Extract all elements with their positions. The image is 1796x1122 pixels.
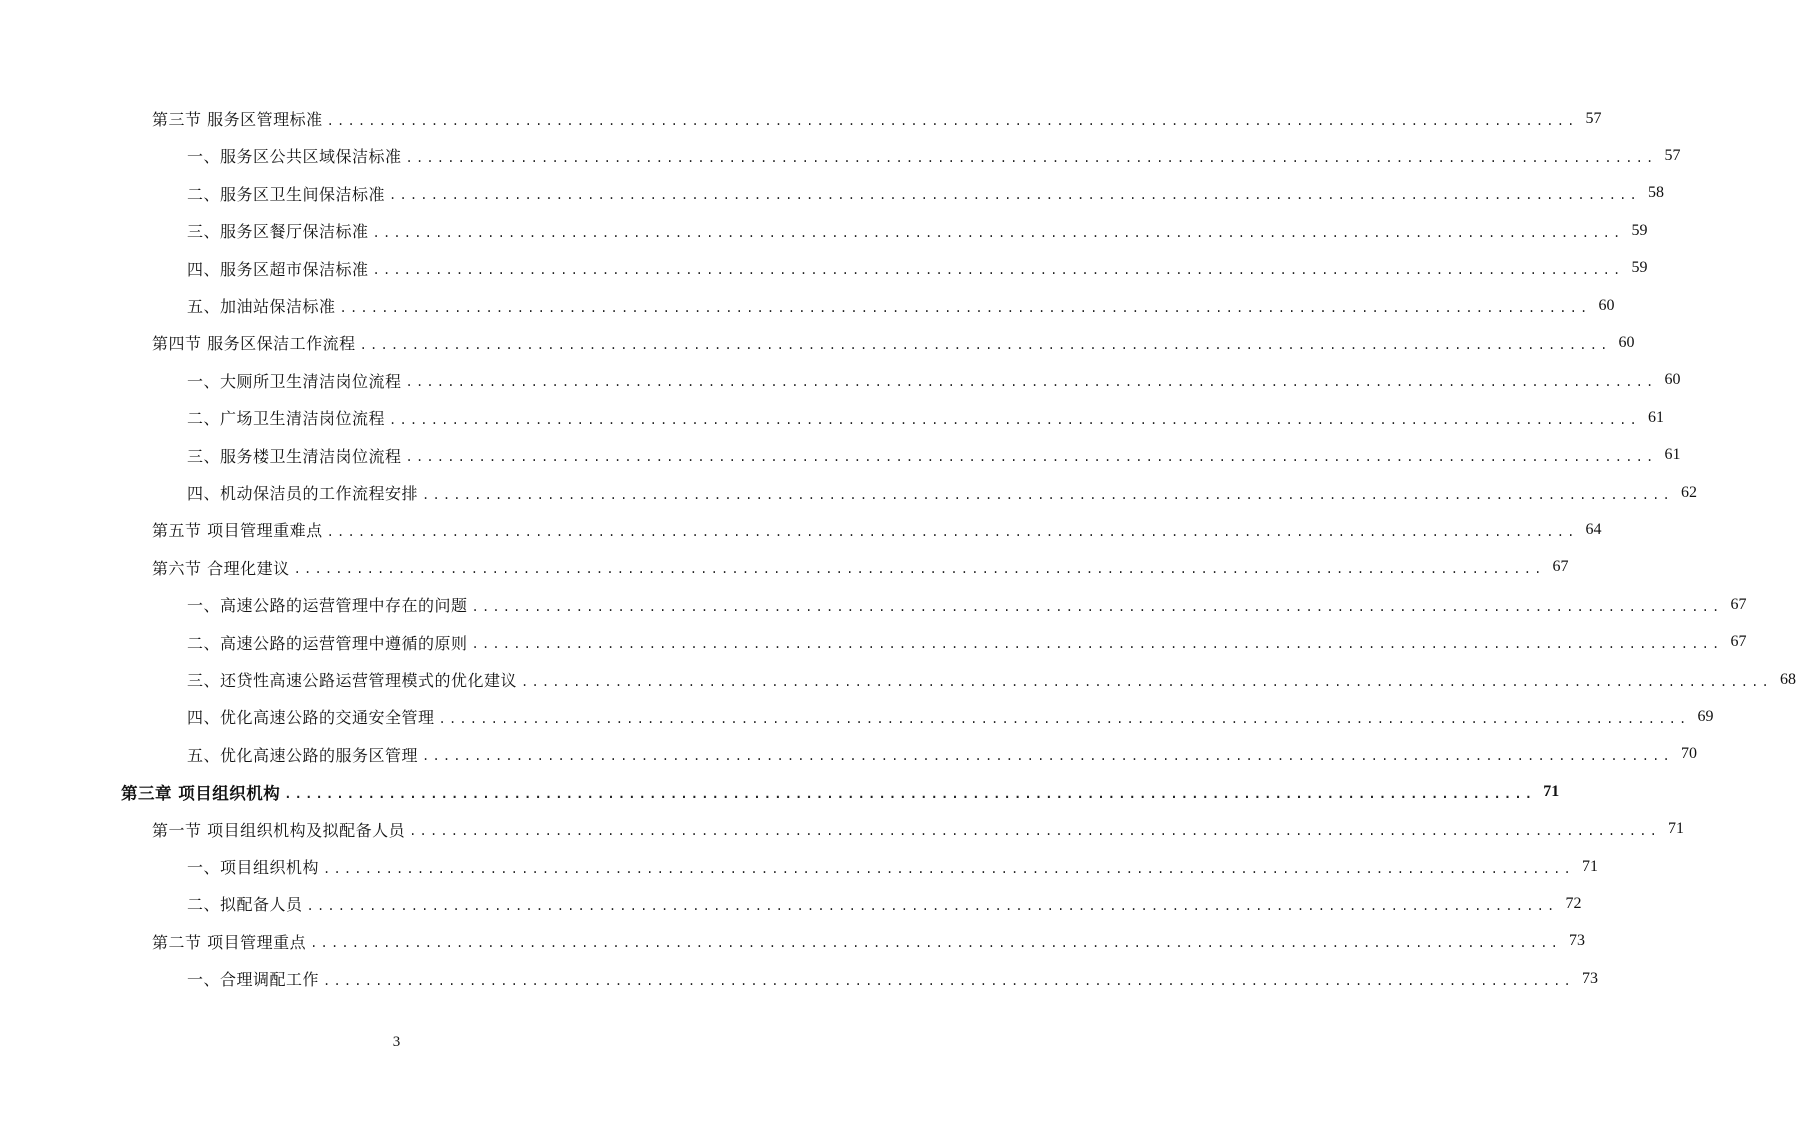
toc-leader-dots: ........................................................................................................................	[471, 637, 1723, 652]
toc-leader-dots: ........................................................................................................................	[471, 599, 1723, 614]
toc-leader-dots: ........................................................................................................................	[359, 337, 1611, 352]
toc-entry-title: 四、机动保洁员的工作流程安排	[187, 484, 419, 503]
toc-entry-title: 三、服务楼卫生清洁岗位流程	[187, 446, 402, 466]
toc-leader-dots: ........................................................................................................................	[389, 188, 1640, 203]
toc-entry-title: 四、服务区超市保洁标准	[187, 259, 369, 279]
toc-entry-title: 一、合理调配工作	[187, 970, 320, 990]
toc-entry-page: 59	[1631, 221, 1648, 239]
toc-entry-title: 第六节 合理化建议	[152, 558, 290, 578]
toc-entry-page: 60	[1598, 296, 1615, 314]
toc-entry-title: 三、服务区餐厅保洁标准	[187, 222, 369, 242]
toc-entry-page: 67	[1730, 595, 1747, 613]
toc-entry-title: 一、项目组织机构	[187, 858, 320, 877]
toc-leader-dots: ........................................................................................................................	[405, 450, 1657, 465]
toc-entry-title: 第四节 服务区保洁工作流程	[152, 334, 356, 354]
toc-entry-title: 五、优化高速公路的服务区管理	[187, 745, 419, 765]
toc-leader-dots: ........................................................................................................................	[372, 263, 1624, 278]
toc-entry[interactable]	[187, 137, 1681, 174]
toc-entry-page: 64	[1585, 520, 1602, 538]
toc-entry[interactable]	[187, 661, 1796, 698]
toc-entry[interactable]	[187, 736, 1697, 773]
toc-leader-dots: ........................................................................................................................	[409, 824, 1661, 839]
toc-entry[interactable]	[187, 287, 1615, 324]
toc-entry-page: 70	[1680, 745, 1697, 763]
toc-leader-dots: ........................................................................................................................	[306, 898, 1558, 913]
toc-leader-dots: ........................................................................................................................	[284, 786, 1536, 801]
toc-entry-page: 61	[1647, 408, 1664, 426]
toc-entry-page: 71	[1581, 857, 1598, 875]
toc-entry-title: 二、广场卫生清洁岗位流程	[187, 409, 386, 429]
toc-entry-page: 61	[1664, 446, 1681, 464]
toc-leader-dots: ........................................................................................................................	[326, 113, 1578, 128]
toc-entry-title: 二、高速公路的运营管理中遵循的原则	[187, 633, 468, 653]
toc-leader-dots: ........................................................................................................................	[339, 300, 1591, 315]
toc-entry[interactable]	[187, 586, 1747, 623]
toc-entry[interactable]	[152, 511, 1602, 548]
toc-leader-dots: ........................................................................................................................	[405, 375, 1657, 390]
toc-entry-page: 69	[1697, 707, 1714, 725]
toc-entry[interactable]	[121, 773, 1560, 810]
toc-entry[interactable]	[152, 100, 1602, 137]
toc-entry-title: 第三章 项目组织机构	[121, 783, 281, 803]
toc-entry-page: 62	[1680, 483, 1697, 501]
toc-entry-page: 71	[1668, 820, 1685, 838]
toc-leader-dots: ........................................................................................................................	[372, 225, 1624, 240]
toc-entry-title: 五、加油站保洁标准	[187, 297, 336, 316]
toc-entry-title: 四、优化高速公路的交通安全管理	[187, 708, 435, 728]
toc-entry-page: 73	[1581, 969, 1598, 987]
toc-leader-dots: ........................................................................................................................	[422, 487, 1673, 502]
toc-entry[interactable]	[152, 811, 1685, 848]
toc-entry-page: 68	[1779, 670, 1796, 688]
toc-leader-dots: ........................................................................................................................	[323, 973, 1574, 988]
toc-entry-page: 60	[1664, 371, 1681, 389]
toc-entry-title: 第二节 项目管理重点	[152, 932, 307, 952]
toc-entry[interactable]	[187, 624, 1747, 661]
toc-entry-page: 57	[1664, 146, 1681, 164]
toc-leader-dots: ........................................................................................................................	[310, 936, 1562, 951]
toc-entry[interactable]	[187, 212, 1648, 249]
toc-leader-dots: ........................................................................................................................	[405, 150, 1657, 165]
toc-entry-page: 72	[1565, 894, 1582, 912]
toc-entry-title: 一、大厕所卫生清洁岗位流程	[187, 371, 402, 391]
toc-leader-dots: ........................................................................................................................	[438, 711, 1690, 726]
toc-leader-dots: ........................................................................................................................	[326, 524, 1578, 539]
toc-entry-page: 60	[1618, 333, 1635, 351]
toc-entry[interactable]	[152, 549, 1569, 586]
toc-entry[interactable]	[187, 960, 1598, 997]
toc-entry-title: 第五节 项目管理重难点	[152, 521, 323, 541]
toc-entry-title: 三、还贷性高速公路运营管理模式的优化建议	[187, 671, 518, 690]
toc-entry-title: 二、拟配备人员	[187, 895, 303, 915]
toc-entry-page: 58	[1647, 184, 1664, 202]
toc-entry-title: 一、高速公路的运营管理中存在的问题	[187, 596, 468, 616]
toc-leader-dots: ........................................................................................................................	[389, 412, 1640, 427]
toc-entry[interactable]	[187, 399, 1664, 436]
toc-entry[interactable]	[187, 848, 1598, 885]
toc-entry-title: 二、服务区卫生间保洁标准	[187, 184, 386, 204]
toc-entry-page: 67	[1552, 558, 1569, 576]
toc-entry[interactable]	[152, 324, 1635, 361]
toc-entry[interactable]	[152, 923, 1586, 960]
toc-entry-title: 第三节 服务区管理标准	[152, 110, 323, 129]
page-number: 3	[392, 1034, 401, 1050]
toc-entry[interactable]	[187, 698, 1714, 735]
toc-entry-title: 第一节 项目组织机构及拟配备人员	[152, 820, 406, 840]
toc-entry-page: 73	[1569, 932, 1586, 950]
toc-leader-dots: ........................................................................................................................	[293, 562, 1545, 577]
toc-entry-page: 59	[1631, 259, 1648, 277]
toc-entry[interactable]	[187, 474, 1697, 511]
toc-leader-dots: ........................................................................................................................	[422, 749, 1673, 764]
toc-leader-dots: ........................................................................................................................	[323, 861, 1574, 876]
toc-entry[interactable]	[187, 437, 1681, 474]
toc-leader-dots: ........................................................................................................................	[521, 674, 1772, 689]
toc-entry[interactable]	[187, 175, 1664, 212]
toc-entry-page: 71	[1543, 782, 1560, 800]
toc-entry[interactable]	[187, 885, 1582, 922]
toc-entry-page: 57	[1585, 109, 1602, 127]
toc-entry[interactable]	[187, 250, 1648, 287]
toc-entry[interactable]	[187, 362, 1681, 399]
toc-entry-page: 67	[1730, 633, 1747, 651]
toc-entry-title: 一、服务区公共区域保洁标准	[187, 147, 402, 167]
